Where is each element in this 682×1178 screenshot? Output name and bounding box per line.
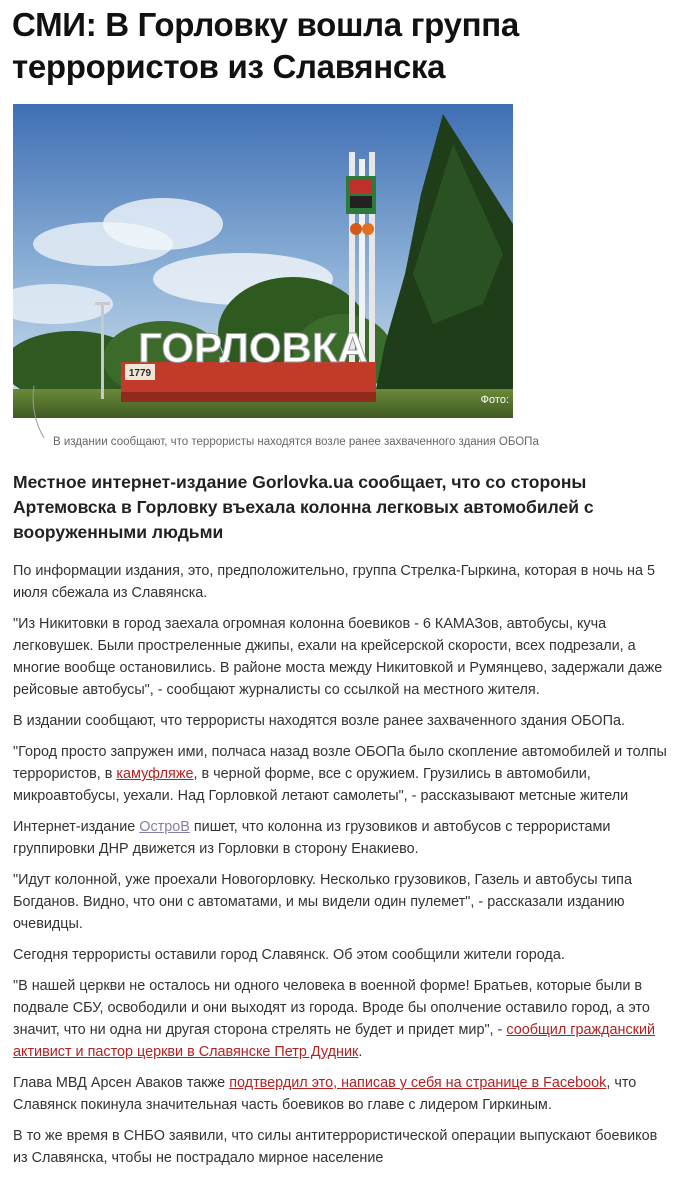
- paragraph-text: Интернет-издание: [13, 819, 140, 835]
- article-title: СМИ: В Горловку вошла группа террористов из Славянска: [12, 6, 519, 85]
- paragraph: [13, 816, 673, 860]
- dudnik-quote-link[interactable]: сообщил гражданский активист и пастор церкви в Славянске Петр Дудник: [13, 1022, 656, 1060]
- paragraph-text: , в черной форме, все с оружием. Грузились в автомобили, микроавтобусы, уехали. Над Горловкой летают самолеты", - рассказывают метсные жители: [13, 766, 629, 804]
- article-body: [13, 560, 673, 1178]
- photo-caption: В издании сообщают, что террористы находятся возле ранее захваченного здания ОБОПа: [53, 436, 539, 448]
- paragraph: "Из Никитовки в город заехала огромная колонна боевиков - 6 КАМАЗов, автобусы, куча легковушек. Были простреленные джипы, ехали на крейсерской скорости, всех подрезали, а многие вообще остановились. В районе моста между Никитовкой и Румянцево, задержали даже рейсовые автобусы", - сообщают журналисты со ссылкой на местного жителя.: [13, 616, 663, 698]
- paragraph-text: .: [358, 1044, 363, 1060]
- paragraph: "Идут колонной, уже проехали Новогорловку. Несколько грузовиков, Газель и автобусы типа Богданов. Видно, что они с автоматами, и мы видели один пулемет", - рассказали изданию очевидцы.: [13, 872, 632, 932]
- paragraph-text: "Город просто запружен ими, полчаса назад возле ОБОПа было скопление автомобилей и толпы террористов, в: [13, 744, 667, 782]
- paragraph-text: "В нашей церкви не осталось ни одного человека в военной форме! Братьев, которые были в подвале СБУ, освободили и они выходят из города. Вроде бы ополчение оставило город, а это значит, что ни одна ни другая сторона стрелять не будет и придет мир", -: [13, 978, 650, 1038]
- facebook-link[interactable]: подтвердил это, написав у себя на странице в Facebook: [229, 1075, 607, 1091]
- caption-pointer-line: [30, 384, 50, 442]
- paragraph-text: пишет, что колонна из грузовиков и автобусов с террористами группировки ДНР движется из Горловки в сторону Енакиево.: [13, 819, 611, 857]
- article-lead: Местное интернет-издание Gorlovka.ua сообщает, что со стороны Артемовска в Горловку въехала колонна легковых автомобилей с вооруженными людьми: [13, 472, 594, 542]
- paragraph: [13, 741, 673, 807]
- sign-text: ГОРЛОВКА: [138, 324, 368, 371]
- paragraph: По информации издания, это, предположительно, группа Стрелка-Гыркина, которая в ночь на 5 июля сбежала из Славянска.: [13, 563, 655, 601]
- photo-credit: Фото:: [480, 394, 509, 406]
- article-photo: [13, 104, 513, 418]
- paragraph-text: Глава МВД Арсен Аваков также: [13, 1075, 230, 1091]
- paragraph-text: , что Славянск покинула значительная часть боевиков во главе с лидером Гиркиным.: [13, 1075, 637, 1113]
- paragraph: Сегодня террористы оставили город Славянск. Об этом сообщили жители города.: [13, 947, 565, 963]
- paragraph: В издании сообщают, что террористы находятся возле ранее захваченного здания ОБОПа.: [13, 713, 625, 729]
- paragraph: [13, 975, 673, 1063]
- camouflage-link[interactable]: камуфляже: [116, 766, 194, 782]
- ostrov-link[interactable]: ОстроВ: [139, 819, 190, 835]
- gorlovka-sign-photo: [13, 104, 513, 418]
- sign-year: 1779: [128, 368, 152, 379]
- paragraph: [13, 1072, 673, 1116]
- paragraph: В то же время в СНБО заявили, что силы антитеррористической операции выпускают боевиков из Славянска, чтобы не пострадало мирное население: [13, 1128, 658, 1166]
